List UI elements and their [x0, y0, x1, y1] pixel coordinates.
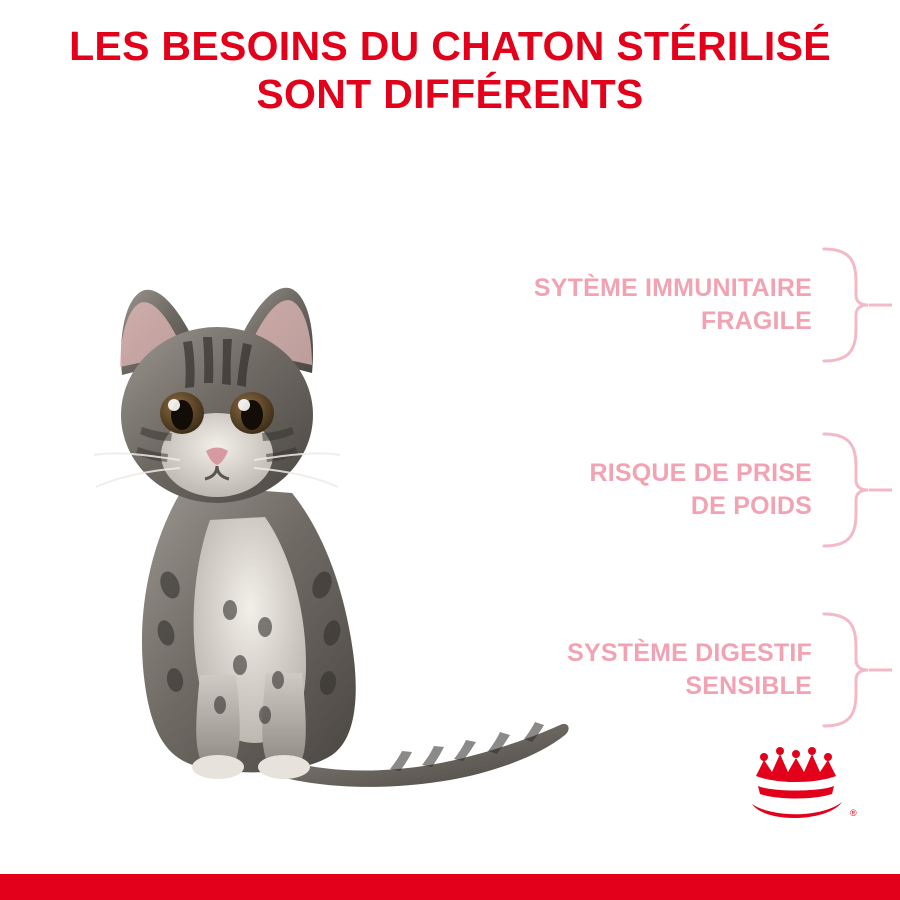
cat-paw-right: [258, 755, 310, 779]
benefit-label-immune-line-1: SYTÈME IMMUNITAIRE: [533, 274, 812, 302]
benefit-label-digestive-line-2: SENSIBLE: [685, 672, 812, 700]
benefit-label-weight-line-1: RISQUE DE PRISE: [589, 459, 812, 487]
benefit-item-weight: [470, 430, 900, 550]
royal-canin-logo: [742, 742, 862, 822]
bracket-icon: [822, 430, 892, 550]
cat-paw-left: [192, 755, 244, 779]
page-title: [0, 22, 900, 119]
bracket-icon: [822, 610, 892, 730]
benefit-list: [470, 235, 900, 755]
bracket-icon: [822, 245, 892, 365]
benefit-label-weight-line-2: DE POIDS: [690, 492, 812, 520]
benefit-label-digestive: [470, 637, 822, 703]
bottom-brand-bar: [0, 874, 900, 900]
benefit-label-immune-line-2: FRAGILE: [700, 307, 812, 335]
benefit-label-immune: [470, 272, 822, 338]
benefit-label-digestive-line-1: SYSTÈME DIGESTIF: [567, 639, 812, 667]
benefit-item-digestive: [470, 610, 900, 730]
benefit-label-weight: [470, 457, 822, 523]
page-title-line-2: SONT DIFFÉRENTS: [256, 71, 644, 118]
page-title-line-1: LES BESOINS DU CHATON STÉRILISÉ: [69, 23, 831, 69]
benefit-item-immune: [470, 245, 900, 365]
registered-mark: ®: [850, 808, 857, 818]
